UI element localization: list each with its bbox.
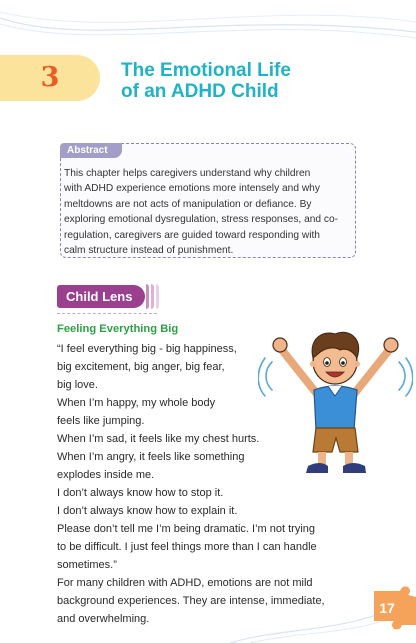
tab-stripe-decoration (146, 284, 149, 309)
body-line: I don’t always know how to explain it. (57, 505, 238, 517)
body-line: I don’t always know how to stop it. (57, 487, 224, 499)
tab-stripe-decoration (156, 284, 159, 309)
abstract-line: exploring emotional dysregulation, stress responses, and co- (64, 214, 339, 226)
chapter-title (121, 60, 401, 102)
section-heading: Feeling Everything Big (57, 323, 179, 335)
body-line: background experiences. They are intense, immediate, (57, 595, 325, 607)
happy-boy-illustration (258, 320, 413, 485)
abstract-line: with ADHD experience emotions more intensely and why (64, 183, 320, 195)
header-swoosh-decoration (0, 0, 416, 60)
body-line: “I feel everything big - big happiness, (57, 343, 237, 355)
body-line: When I’m happy, my whole body (57, 397, 216, 409)
body-line: feels like jumping. (57, 415, 145, 427)
tab-stripe-decoration (151, 284, 154, 309)
abstract-text (64, 166, 354, 258)
abstract-line: This chapter helps caregivers understand why children (64, 168, 311, 179)
body-line: For many children with ADHD, emotions are not mild (57, 577, 313, 589)
body-line: When I’m angry, it feels like something (57, 451, 245, 463)
chapter-title-line-2: of an ADHD Child (121, 81, 279, 102)
chapter-number: 3 (40, 62, 60, 93)
abstract-line: calm structure instead of punishment. (64, 245, 234, 257)
abstract-label: Abstract (60, 143, 122, 158)
body-line: When I’m sad, it feels like my chest hurts. (57, 433, 260, 445)
body-line: to be difficult. I just feel things more than I can handle (57, 541, 317, 553)
child-lens-label: Child Lens (66, 289, 133, 304)
abstract-line: meltdowns are not acts of manipulation or defiance. By (64, 198, 312, 210)
page-number: 17 (379, 600, 395, 616)
body-line: and overwhelming. (57, 613, 150, 625)
body-line: big excitement, big anger, big fear, (57, 361, 225, 373)
body-line: big love. (57, 379, 98, 391)
child-lens-divider (57, 313, 157, 314)
body-line: explodes inside me. (57, 469, 155, 481)
chapter-title-line-1: The Emotional Life (121, 60, 291, 81)
body-line: Please don’t tell me I’m being dramatic. I’m not trying (57, 523, 316, 535)
body-line: sometimes.” (57, 559, 117, 571)
abstract-line: regulation, caregivers are guided toward responding with (64, 229, 320, 241)
